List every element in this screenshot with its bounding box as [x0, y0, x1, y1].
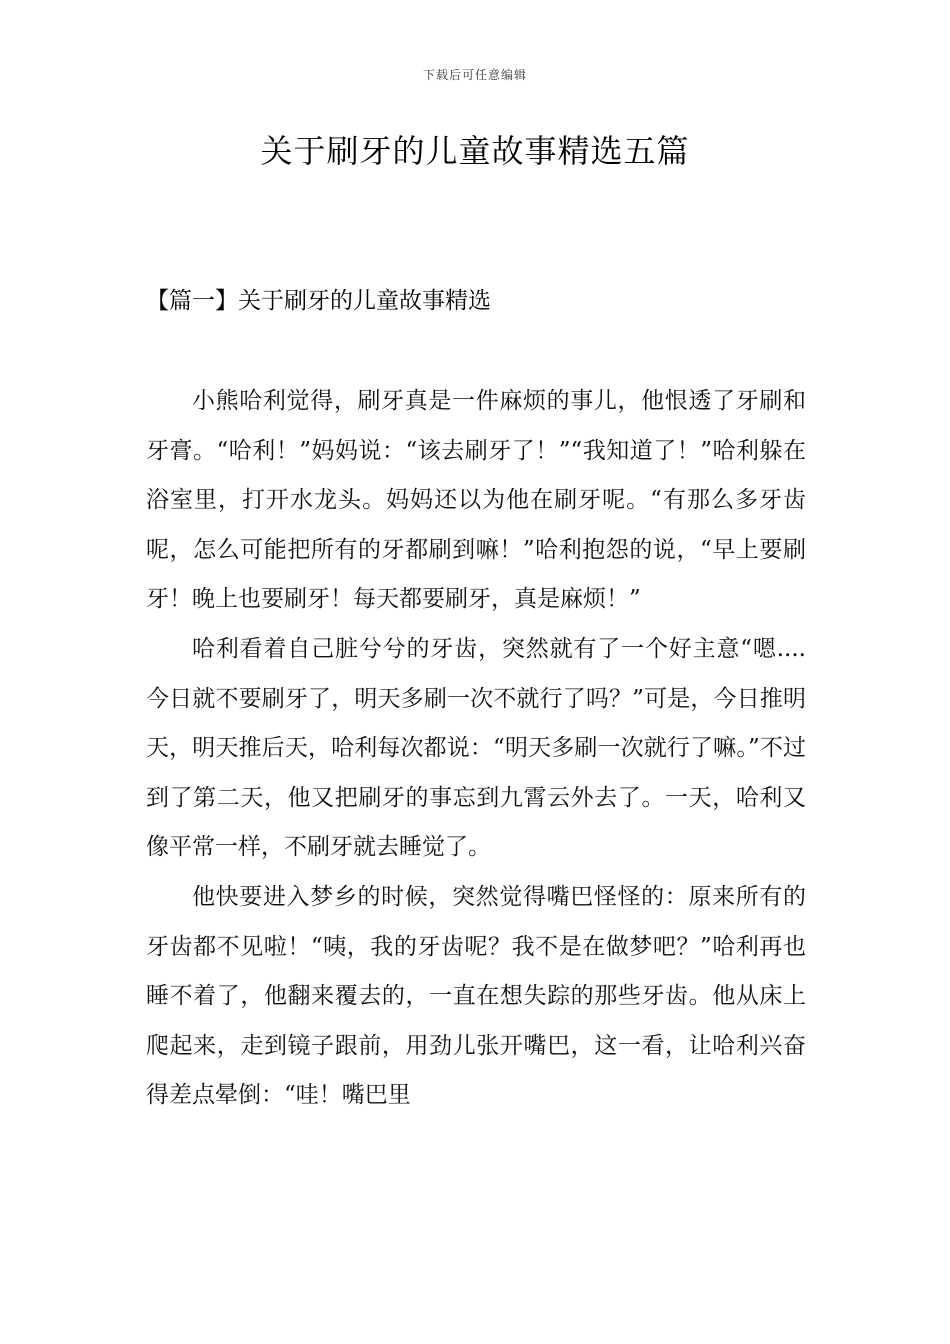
- paragraph-1: 小熊哈利觉得，刷牙真是一件麻烦的事儿，他恨透了牙刷和牙膏。“哈利！”妈妈说：“该去刷牙了！”“我知道了！”哈利躲在浴室里，打开水龙头。妈妈还以为他在刷牙呢。“有那么多牙齿呢，怎么可能把所有的牙都刷到嘛！”哈利抱怨的说，“早上要刷牙！晚上也要刷牙！每天都要刷牙，真是麻烦！”: [146, 388, 806, 613]
- section-heading: 【篇一】关于刷牙的儿童故事精选: [146, 288, 491, 314]
- paragraph-2: 哈利看着自己脏兮兮的牙齿，突然就有了一个好主意“嗯....今日就不要刷牙了，明天多刷一次不就行了吗？”可是，今日推明天，明天推后天，哈利每次都说：“明天多刷一次就行了嘛。”不过到了第二天，他又把刷牙的事忘到九霄云外去了。一天，哈利又像平常一样，不刷牙就去睡觉了。: [146, 635, 806, 861]
- document-title: 关于刷牙的儿童故事精选五篇: [260, 132, 690, 170]
- body-text: [146, 377, 806, 1121]
- paragraph-3: 他快要进入梦乡的时候，突然觉得嘴巴怪怪的：原来所有的牙齿都不见啦！“咦，我的牙齿呢？我不是在做梦吧？”哈利再也睡不着了，他翻来覆去的，一直在想失踪的那些牙齿。他从床上爬起来，走到镜子跟前，用劲儿张开嘴巴，这一看，让哈利兴奋得差点晕倒：“哇！嘴巴里: [146, 883, 806, 1109]
- header-note: 下载后可任意编辑: [422, 68, 527, 82]
